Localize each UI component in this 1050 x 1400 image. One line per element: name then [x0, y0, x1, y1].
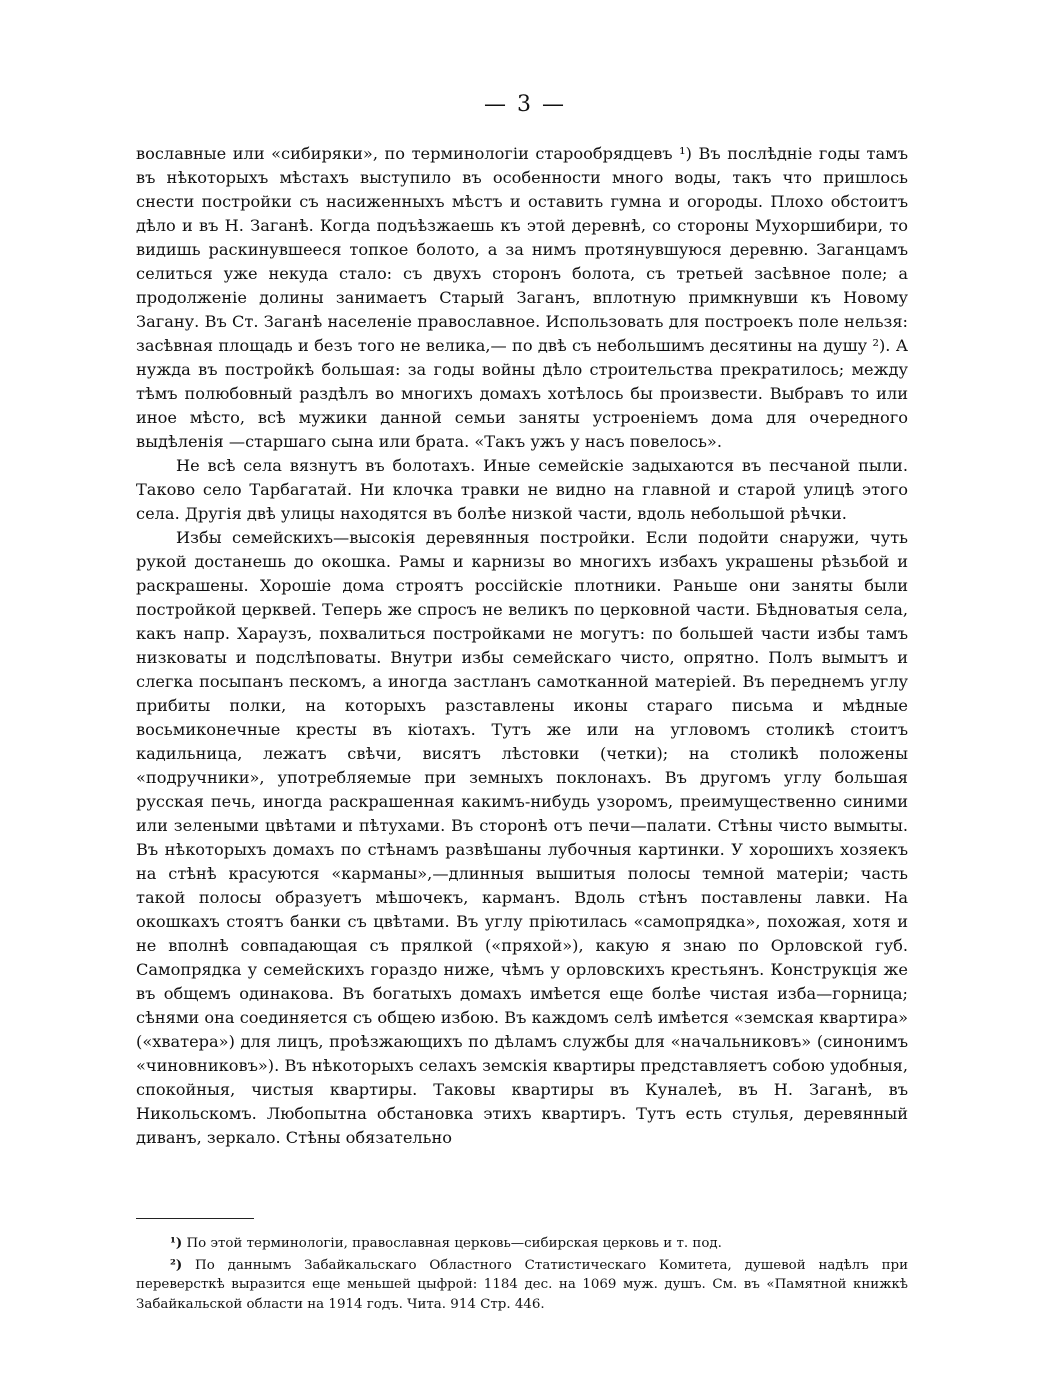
footnote-text: По даннымъ Забайкальскаго Областного Статистическаго Комитета, душевой надѣлъ при переверсткѣ выразится еще меньшей цыфрой: 1184 дес. на 1069 муж. душъ. См. въ «Памятной книжкѣ Забайкальской области на 1914 годъ. Чита. 914 Стр. 446.	[136, 1257, 908, 1312]
footnote-divider	[136, 1218, 254, 1219]
footnote-text: По этой терминологіи, православная церковь—сибирская церковь и т. под.	[186, 1236, 722, 1251]
paragraph-3: Избы семейскихъ—высокія деревянныя постройки. Если подойти снаружи, чуть рукой достанешь до окошка. Рамы и карнизы во многихъ избахъ украшены рѣзьбой и раскрашены. Хорошіе дома строятъ россійскіе плотники. Раньше они заняты были постройкой церквей. Теперь же спросъ не великъ по церковной части. Бѣдноватыя села, какъ напр. Хараузъ, похвалиться постройками не могутъ: по большей части избы тамъ низковаты и подслѣповаты. Внутри избы семейскаго чисто, опрятно. Полъ вымытъ и слегка посыпанъ пескомъ, а иногда застланъ самотканной матеріей. Въ переднемъ углу прибиты полки, на которыхъ разставлены иконы стараго письма и мѣдные восьмиконечные кресты въ кіотахъ. Тутъ же или на угловомъ столикѣ стоитъ кадильница, лежатъ свѣчи, висятъ лѣстовки (четки); на столикѣ положены «подручники», употребляемые при земныхъ поклонахъ. Въ другомъ углу большая русская печь, иногда раскрашенная какимъ-нибудь узоромъ, преимущественно синими или зелеными цвѣтами и пѣтухами. Въ сторонѣ отъ печи—палати. Стѣны чисто вымыты. Въ нѣкоторыхъ домахъ по стѣнамъ развѣшаны лубочныя картинки. У хорошихъ хозяекъ на стѣнѣ красуются «карманы»,—длинныя вышитыя полосы темной матеріи; часть такой полосы образуетъ мѣшочекъ, карманъ. Вдоль стѣнъ поставлены лавки. На окошкахъ стоятъ банки съ цвѣтами. Въ углу пріютилась «самопрядка», похожая, хотя и не вполнѣ совпадающая съ прялкой («пряхой»), какую я знаю по Орловской губ. Самопрядка у семейскихъ гораздо ниже, чѣмъ у орловскихъ крестьянъ. Конструкція же въ общемъ одинакова. Въ богатыхъ домахъ имѣется еще болѣе чистая изба—горница; сѣнями она соединяется съ общею избою. Въ каждомъ селѣ имѣется «земская квартира» («хватера») для лицъ, проѣзжающихъ по дѣламъ службы для «начальниковъ» (синонимъ «чиновниковъ»). Въ нѣкоторыхъ селахъ земскія квартиры представляетъ собою удобныя, спокойныя, чистыя квартиры. Таковы квартиры въ Куналеѣ, въ Н. Заганѣ, въ Никольскомъ. Любопытна обстановка этихъ квартиръ. Тутъ есть стулья, деревянный диванъ, зеркало. Стѣны обязательно	[136, 528, 908, 1147]
main-text	[136, 142, 908, 1150]
footnote-mark: ¹)	[170, 1235, 183, 1251]
footnote-2	[136, 1256, 908, 1315]
footnotes	[136, 1234, 908, 1316]
footnote-mark: ²)	[170, 1256, 183, 1273]
paragraph-2: Не всѣ села вязнутъ въ болотахъ. Иные семейскіе задыхаются въ песчаной пыли. Таково село Тарбагатай. Ни клочка травки не видно на главной и старой улицѣ этого села. Другія двѣ улицы находятся въ болѣе низкой части, вдоль небольшой рѣчки.	[136, 456, 908, 523]
page-number: — 3 —	[484, 92, 566, 117]
footnote-1	[136, 1234, 908, 1254]
paragraph-1: вославные или «сибиряки», по терминологіи старообрядцевъ ¹) Въ послѣдніе годы тамъ въ нѣкоторыхъ мѣстахъ выступило въ особенности много воды, такъ что пришлось снести постройки съ насиженныхъ мѣстъ и оставить гумна и огороды. Плохо обстоитъ дѣло и въ Н. Заганѣ. Когда подъѣзжаешь къ этой деревнѣ, со стороны Мухоршибири, то видишь раскинувшееся топкое болото, а за нимъ протянувшуюся деревню. Заганцамъ селиться уже некуда стало: съ двухъ сторонъ болота, съ третьей засѣвное поле; а продолженіе долины занимаетъ Старый Заганъ, вплотную примкнувши къ Новому Загану. Въ Ст. Заганѣ населеніе православное. Использовать для построекъ поле нельзя: засѣвная площадь и безъ того не велика,— по двѣ съ небольшимъ десятины на душу ²). А нужда въ постройкѣ большая: за годы войны дѣло строительства прекратилось; между тѣмъ полюбовный раздѣлъ во многихъ домахъ хотѣлось бы произвести. Выбравъ то или иное мѣсто, всѣ мужики данной семьи заняты устроеніемъ дома для очередного выдѣленія —старшаго сына или брата. «Такъ ужъ у насъ повелось».	[136, 144, 908, 451]
